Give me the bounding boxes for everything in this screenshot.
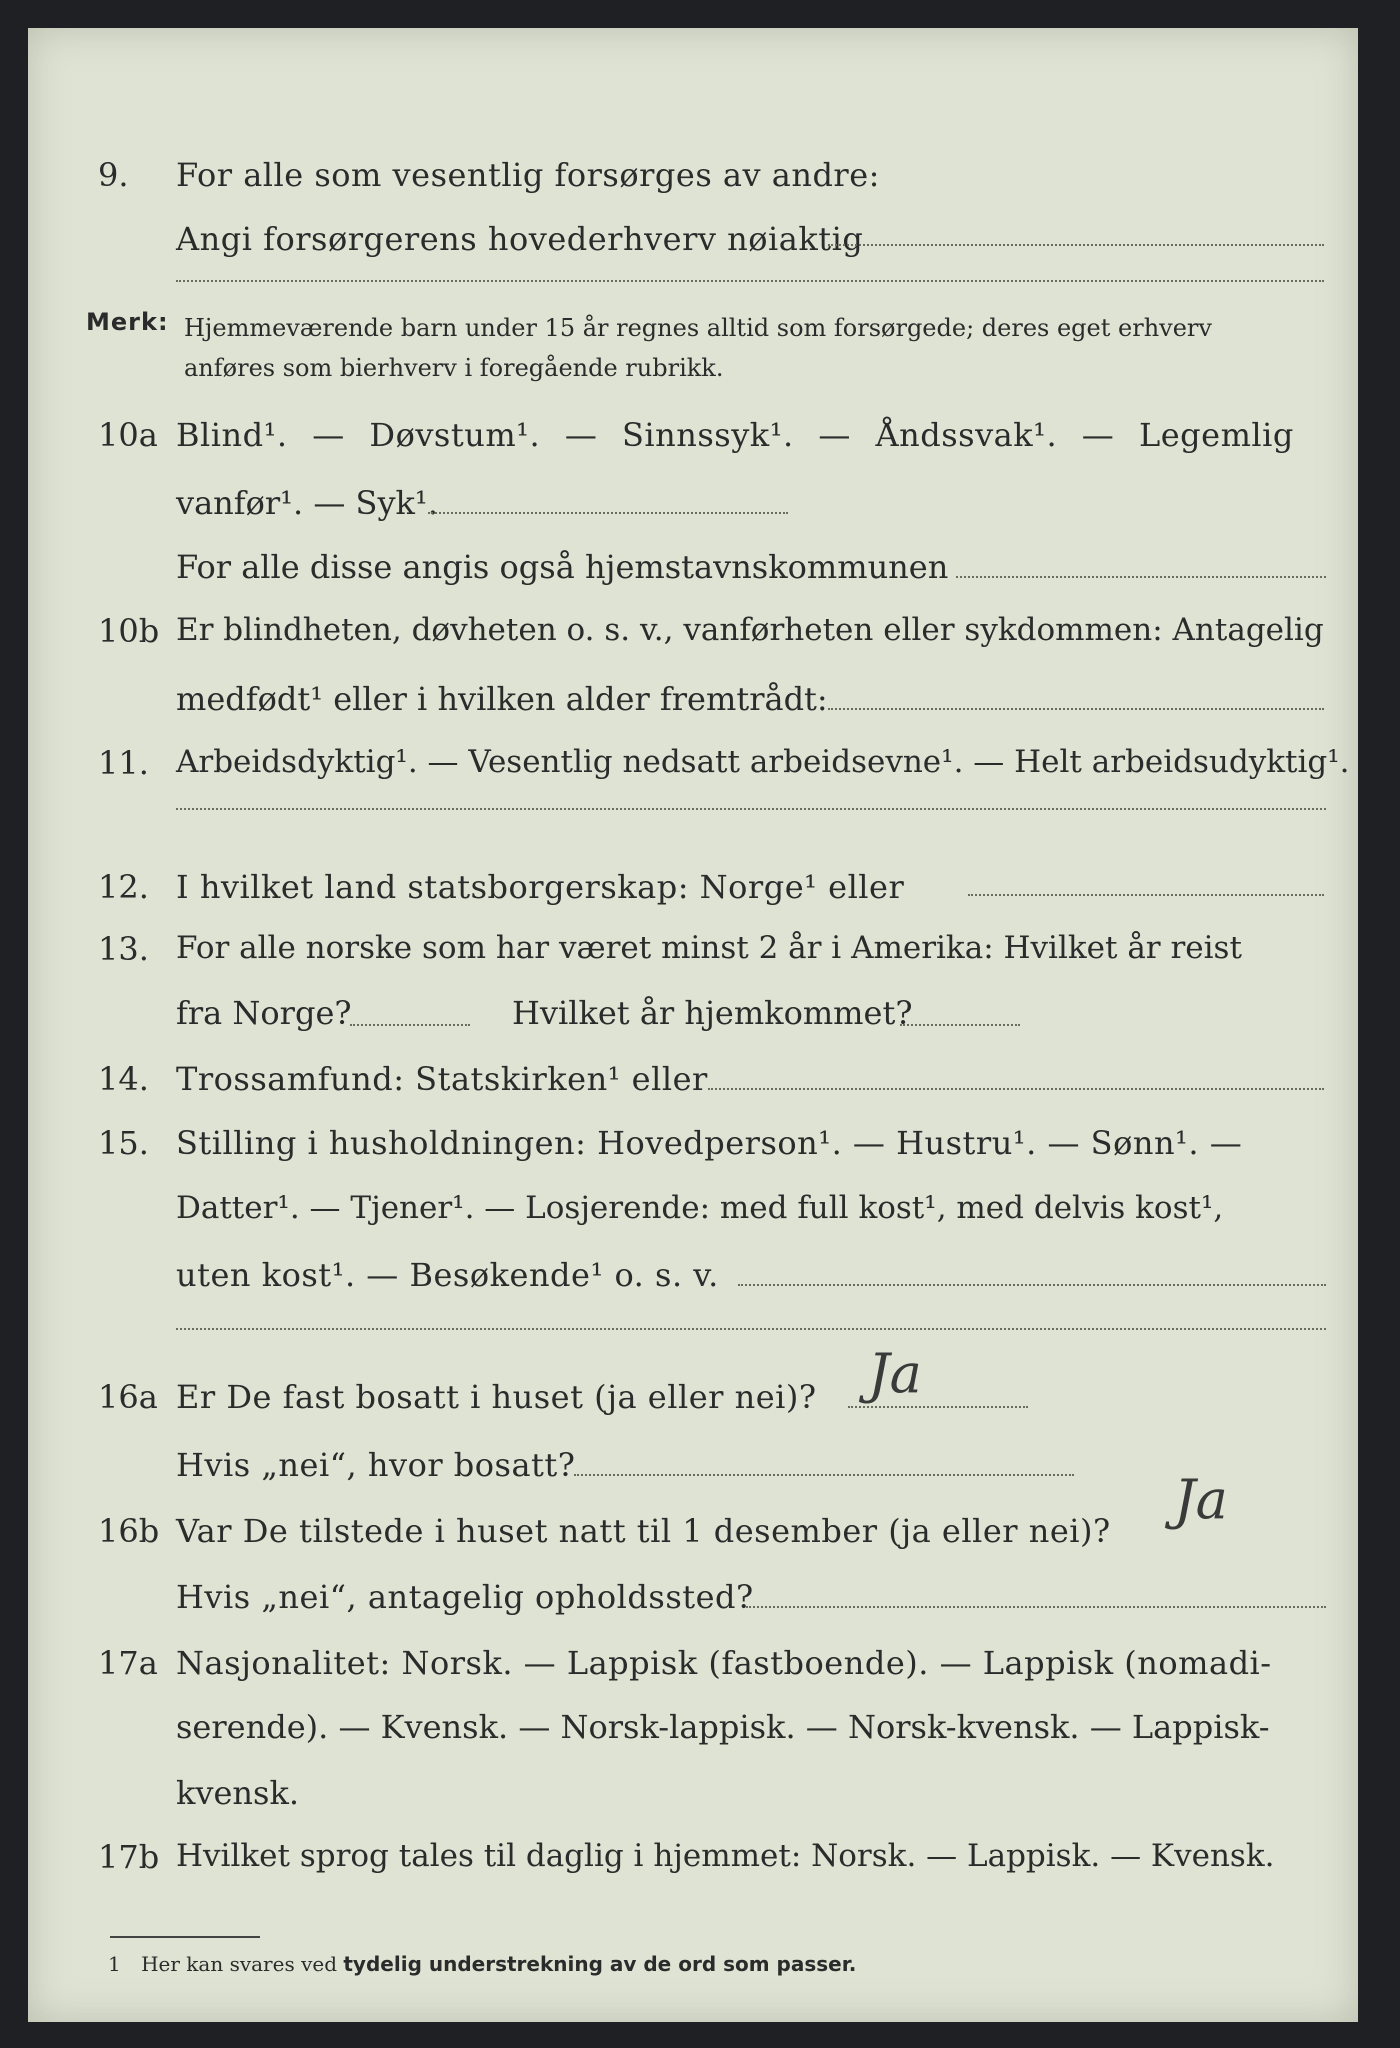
note-label: Merk:: [86, 308, 169, 336]
answer-line: [738, 1284, 1326, 1286]
answer-line: [828, 708, 1324, 710]
item-number: 16b: [98, 1512, 160, 1550]
item-number: 14.: [98, 1060, 149, 1098]
item-text: Blind¹. — Døvstum¹. — Sinnssyk¹. — Åndssvak¹. — Legemlig: [176, 416, 1294, 454]
answer-line: [828, 244, 1324, 246]
item-text: uten kost¹. — Besøkende¹ o. s. v.: [176, 1256, 719, 1294]
item-text: Stilling i husholdningen: Hovedperson¹. — Hustru¹. — Sønn¹. —: [176, 1124, 1243, 1162]
item-text: Trossamfund: Statskirken¹ eller: [176, 1060, 708, 1098]
item-text: Var De tilstede i huset natt til 1 desember (ja eller nei)?: [176, 1512, 1111, 1550]
item-text: For alle norske som har været minst 2 år i Amerika: Hvilket år reist: [176, 930, 1242, 966]
footnote-rule: [110, 1936, 260, 1938]
item-text: For alle som vesentlig forsørges av andre:: [176, 156, 880, 194]
answer-line: [968, 894, 1324, 896]
item-text: I hvilket land statsborgerskap: Norge¹ eller: [176, 868, 905, 906]
answer-line: [956, 576, 1326, 578]
footnote-mark: 1: [108, 1952, 121, 1976]
answer-line: [350, 1024, 470, 1026]
footnote-text: Her kan svares ved: [141, 1952, 344, 1976]
footnote: [108, 1952, 856, 1976]
item-text: vanfør¹. — Syk¹.: [176, 484, 438, 522]
answer-line: [176, 808, 1326, 810]
answer-line: [574, 1474, 1074, 1476]
item-number: 15.: [98, 1124, 149, 1162]
item-number: 12.: [98, 868, 149, 906]
item-number: 10a: [98, 416, 158, 454]
item-number: 9.: [98, 156, 129, 194]
answer-line: [708, 1088, 1324, 1090]
item-text: Er blindheten, døvheten o. s. v., vanførheten eller sykdommen: Antagelig: [176, 612, 1324, 648]
item-number: 17a: [98, 1644, 158, 1682]
item-text: Er De fast bosatt i huset (ja eller nei)?: [176, 1378, 817, 1416]
item-text: kvensk.: [176, 1774, 299, 1812]
item-text: serende). — Kvensk. — Norsk-lappisk. — Norsk-kvensk. — Lappisk-: [176, 1708, 1270, 1746]
answer-line: [848, 1406, 1028, 1408]
handwritten-answer-16a: Ja: [868, 1342, 922, 1405]
item-number: 13.: [98, 930, 149, 968]
item-text: Hvis „nei“, hvor bosatt?: [176, 1446, 576, 1484]
item-text: For alle disse angis også hjemstavnskommunen: [176, 548, 949, 586]
item-text: Hvilket sprog tales til daglig i hjemmet: Norsk. — Lappisk. — Kvensk.: [176, 1838, 1275, 1874]
note-text: [184, 308, 1212, 388]
answer-line: [900, 1024, 1020, 1026]
footnote-bold-text: tydelig understrekning av de ord som passer.: [343, 1952, 857, 1976]
item-text: Arbeidsdyktig¹. — Vesentlig nedsatt arbeidsevne¹. — Helt arbeidsudyktig¹.: [176, 744, 1350, 780]
item-text: Angi forsørgerens hovederhverv nøiaktig: [176, 220, 864, 258]
item-number: 17b: [98, 1838, 160, 1876]
census-form-page: [28, 28, 1358, 2022]
answer-line: [176, 280, 1324, 282]
note-line: anføres som bierhverv i foregående rubrikk.: [184, 354, 724, 382]
note-line: Hjemmeværende barn under 15 år regnes alltid som forsørgede; deres eget erhverv: [184, 314, 1212, 342]
item-number: 16a: [98, 1378, 158, 1416]
item-text: Nasjonalitet: Norsk. — Lappisk (fastboende). — Lappisk (nomadi-: [176, 1644, 1272, 1682]
item-text: medfødt¹ eller i hvilken alder fremtrådt:: [176, 680, 828, 718]
item-text: Datter¹. — Tjener¹. — Losjerende: med full kost¹, med delvis kost¹,: [176, 1190, 1224, 1226]
answer-line: [746, 1606, 1326, 1608]
answer-line: [428, 512, 788, 514]
item-number: 10b: [98, 612, 160, 650]
item-text: Hvis „nei“, antagelig opholdssted?: [176, 1578, 754, 1616]
item-text: fra Norge?: [176, 994, 352, 1032]
item-text: Hvilket år hjemkommet?: [512, 994, 913, 1032]
handwritten-answer-16b: Ja: [1174, 1468, 1228, 1531]
answer-line: [176, 1328, 1326, 1330]
item-number: 11.: [98, 744, 149, 782]
